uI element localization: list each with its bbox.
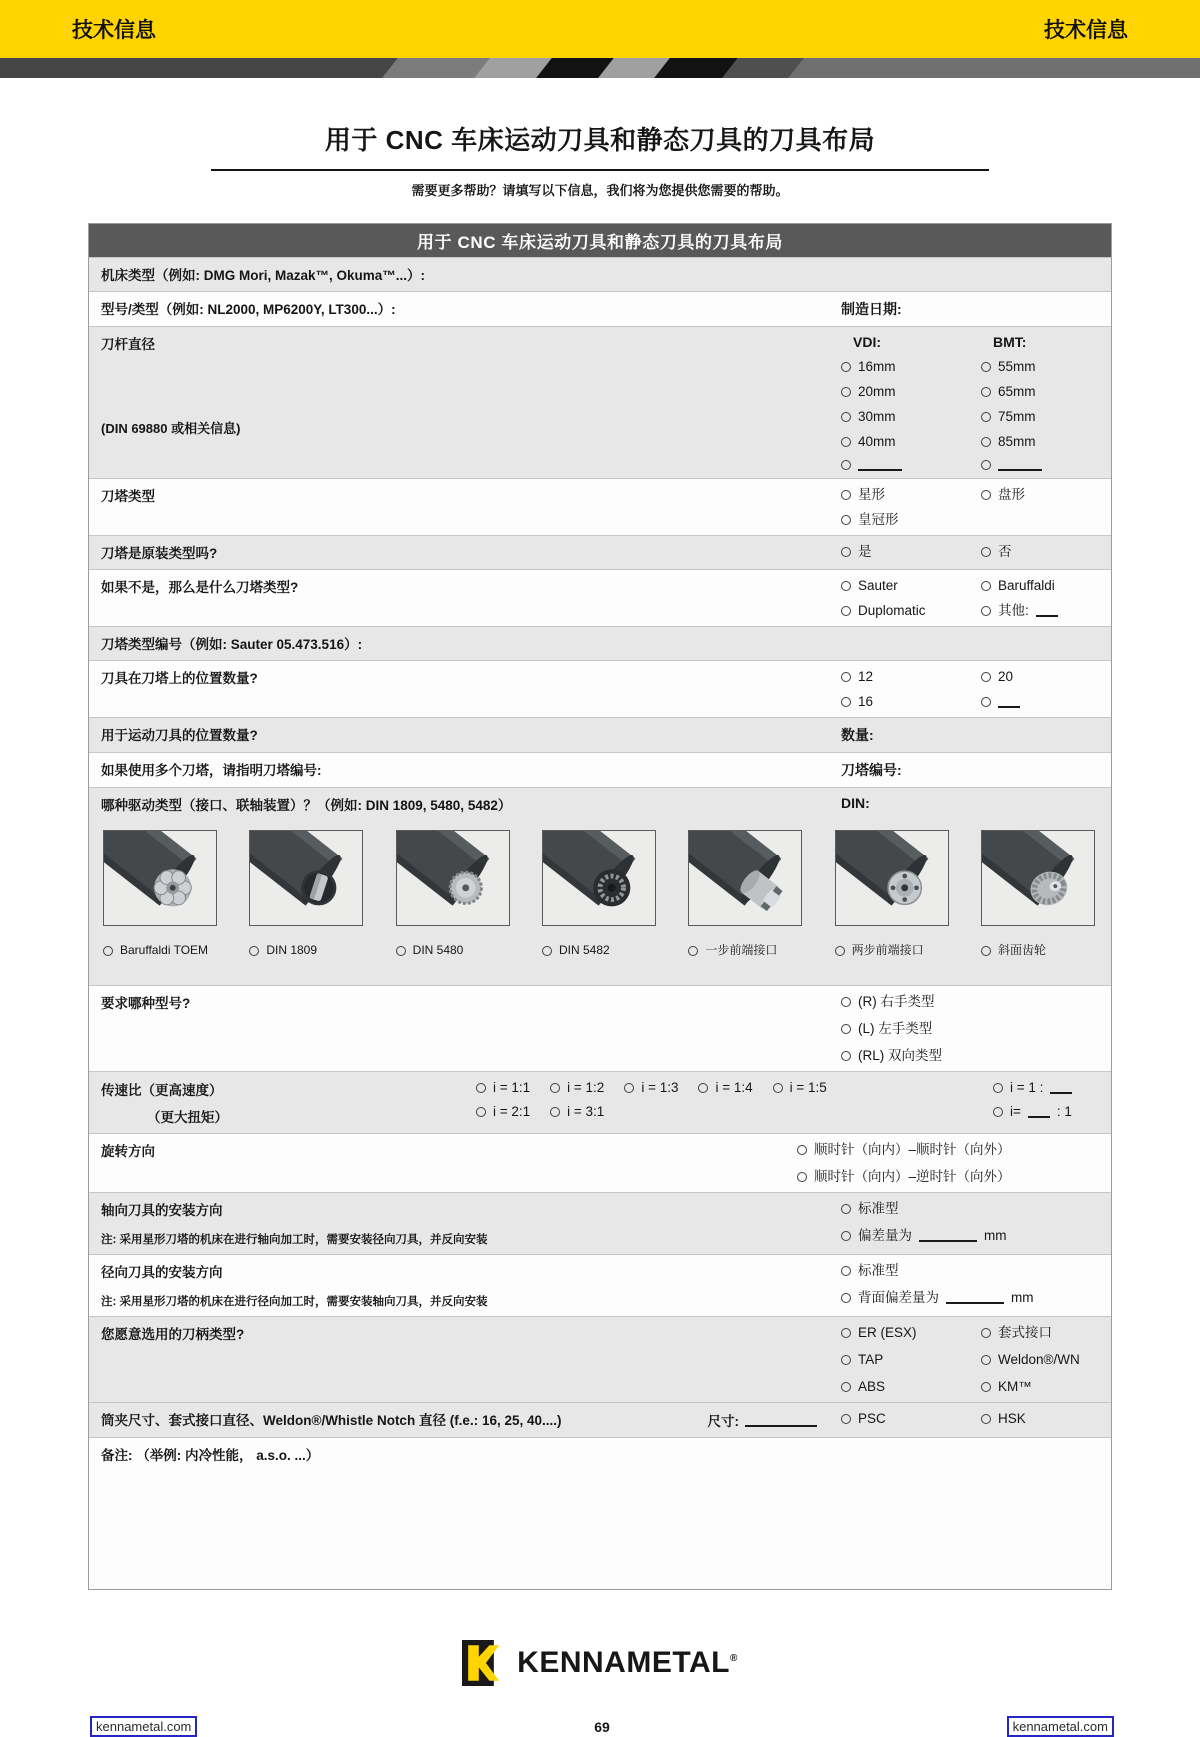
option-positions-12[interactable]: 12 (841, 668, 981, 685)
option-positions-20[interactable]: 20 (981, 668, 1097, 685)
radio-icon[interactable] (841, 1051, 851, 1061)
coupling-din-5482 (542, 830, 656, 957)
option-bmt-75mm[interactable]: 75mm (981, 408, 1097, 425)
footer-link-right[interactable]: kennametal.com (1007, 1716, 1114, 1737)
stripe-segment (722, 58, 804, 78)
option-left-hand[interactable]: (L) 左手类型 (841, 1020, 1097, 1037)
option-ratio-1-1[interactable]: i = 1:1 (476, 1079, 530, 1096)
axial-mounting-note: 注: 采用星形刀塔的机床在进行轴向加工时，需要安装径向刀具，并反向安装 (101, 1234, 488, 1246)
option-coupling-din-5480[interactable]: DIN 5480 (396, 944, 510, 957)
radio-icon[interactable] (981, 412, 991, 422)
kennametal-logo-icon (462, 1638, 508, 1688)
din-label: DIN: (841, 795, 870, 811)
radio-icon[interactable] (550, 1083, 560, 1093)
radio-icon[interactable] (249, 946, 259, 956)
option-positions-other[interactable] (981, 693, 1097, 710)
radio-icon[interactable] (841, 387, 851, 397)
option-radial-offset[interactable]: 背面偏差量为 mm (841, 1289, 1097, 1306)
form-header: 用于 CNC 车床运动刀具和静态刀具的刀具布局 (89, 224, 1111, 257)
radio-icon[interactable] (797, 1172, 807, 1182)
radio-icon[interactable] (835, 946, 845, 956)
option-ratio-1-3[interactable]: i = 1:3 (624, 1079, 678, 1096)
radio-icon[interactable] (841, 460, 851, 470)
radio-icon[interactable] (542, 946, 552, 956)
radio-icon[interactable] (797, 1145, 807, 1155)
bmt-header: BMT: (993, 334, 1027, 350)
radio-icon[interactable] (698, 1083, 708, 1093)
option-ratio-3-1[interactable]: i = 3:1 (550, 1103, 604, 1120)
blank-line[interactable] (1028, 1105, 1050, 1118)
footer-link-left[interactable]: kennametal.com (90, 1716, 197, 1737)
row-live-positions (89, 717, 1111, 752)
manufacture-date-label: 制造日期: (841, 301, 902, 317)
option-vdi-30mm[interactable]: 30mm (841, 408, 981, 425)
radio-icon[interactable] (841, 581, 851, 591)
row-rotation-direction (89, 1133, 1111, 1192)
rotation-direction-label: 旋转方向 (101, 1144, 155, 1159)
radio-icon[interactable] (476, 1107, 486, 1117)
radio-icon[interactable] (981, 606, 991, 616)
ratio-speed-label: 传速比（更高速度） (101, 1083, 223, 1098)
title-underline (211, 169, 989, 171)
quantity-label: 数量: (841, 727, 874, 743)
radio-icon[interactable] (981, 581, 991, 591)
radio-icon[interactable] (993, 1107, 1003, 1117)
option-coupling-one-step-front[interactable]: 一步前端接口 (688, 944, 802, 957)
blank-line[interactable] (998, 695, 1020, 708)
option-holder-weldon-wn[interactable]: Weldon®/WN (981, 1351, 1097, 1368)
banner-left-label: 技术信息 (72, 19, 156, 42)
radio-icon[interactable] (981, 1382, 991, 1392)
row-gear-ratio (89, 1071, 1111, 1133)
page-subtitle: 需要更多帮助？请填写以下信息，我们将为您提供您需要的帮助。 (411, 183, 789, 198)
blank-line[interactable] (858, 458, 902, 471)
radio-icon[interactable] (841, 1024, 851, 1034)
option-bmt-65mm[interactable]: 65mm (981, 383, 1097, 400)
collet-size-label: 筒夹尺寸、套式接口直径、Weldon®/Whistle Notch 直径 (f.e.: 16, 25, 40....) (101, 1413, 562, 1428)
turret-brand-label: 如果不是，那么是什么刀塔类型? (101, 580, 299, 595)
radio-icon[interactable] (841, 1293, 851, 1303)
row-drive-type (89, 787, 1111, 985)
radial-mounting-label: 径向刀具的安装方向 (101, 1265, 223, 1280)
blank-line[interactable] (998, 458, 1042, 471)
radio-icon[interactable] (624, 1083, 634, 1093)
radio-icon[interactable] (841, 1231, 851, 1241)
blank-line[interactable] (745, 1414, 817, 1427)
turret-type-label: 刀塔类型 (101, 489, 155, 504)
row-turret-original (89, 535, 1111, 569)
option-original-yes[interactable]: 是 (841, 543, 981, 560)
positions-count-label: 刀具在刀塔上的位置数量? (101, 671, 258, 686)
remarks-label: 备注: （举例: 内冷性能， a.s.o. ...） (101, 1448, 320, 1463)
option-holder-sleeve[interactable]: 套式接口 (981, 1324, 1097, 1341)
row-remarks (89, 1437, 1111, 1589)
radio-icon[interactable] (981, 1414, 991, 1424)
radio-icon[interactable] (841, 515, 851, 525)
option-turret-star[interactable]: 星形 (841, 486, 981, 503)
row-shank-diameter (89, 326, 1111, 478)
option-holder-km[interactable]: KM™ (981, 1378, 1097, 1395)
option-ratio-1-5[interactable]: i = 1:5 (773, 1079, 827, 1096)
radio-icon[interactable] (981, 1328, 991, 1338)
kennametal-logo (0, 1638, 1200, 1688)
option-holder-tap[interactable]: TAP (841, 1351, 981, 1368)
row-multi-turret (89, 752, 1111, 787)
live-positions-label: 用于运动刀具的位置数量? (101, 728, 258, 743)
radio-icon[interactable] (841, 362, 851, 372)
coupling-image-din-5482 (542, 830, 656, 926)
coupling-image-two-step-front (835, 830, 949, 926)
row-axial-mounting (89, 1192, 1111, 1254)
radio-icon[interactable] (841, 437, 851, 447)
coupling-gallery (101, 830, 1097, 963)
option-holder-psc[interactable]: PSC (841, 1410, 981, 1427)
option-coupling-din-1809[interactable]: DIN 1809 (249, 944, 363, 957)
coupling-image-baruffaldi-toem (103, 830, 217, 926)
radio-icon[interactable] (981, 1355, 991, 1365)
option-ratio-1-2[interactable]: i = 1:2 (550, 1079, 604, 1096)
radio-icon[interactable] (981, 672, 991, 682)
option-rotation-cw-ccw[interactable]: 顺时针（向内）–逆时针（向外） (797, 1168, 1097, 1185)
row-holder-type (89, 1316, 1111, 1402)
radio-icon[interactable] (476, 1083, 486, 1093)
coupling-din-5480 (396, 830, 510, 957)
row-positions-count (89, 660, 1111, 717)
option-bmt-55mm[interactable]: 55mm (981, 358, 1097, 375)
radio-icon[interactable] (841, 606, 851, 616)
option-ratio-custom-speed[interactable]: i = 1 : (993, 1079, 1097, 1096)
radio-icon[interactable] (981, 362, 991, 372)
radio-icon[interactable] (993, 1083, 1003, 1093)
radio-icon[interactable] (981, 697, 991, 707)
radio-icon[interactable] (396, 946, 406, 956)
option-axial-offset[interactable]: 偏差量为 mm (841, 1227, 1097, 1244)
option-coupling-baruffaldi-toem[interactable]: Baruffaldi TOEM (103, 944, 217, 957)
coupling-image-bevel-gear (981, 830, 1095, 926)
radio-icon[interactable] (841, 1382, 851, 1392)
radio-icon[interactable] (981, 547, 991, 557)
radio-icon[interactable] (688, 946, 698, 956)
row-turret-brand (89, 569, 1111, 626)
axial-mounting-label: 轴向刀具的安装方向 (101, 1203, 223, 1218)
option-bmt-85mm[interactable]: 85mm (981, 433, 1097, 450)
holder-type-label: 您愿意选用的刀柄类型? (101, 1327, 245, 1342)
radio-icon[interactable] (841, 697, 851, 707)
radio-icon[interactable] (841, 490, 851, 500)
radio-icon[interactable] (981, 946, 991, 956)
coupling-image-one-step-front (688, 830, 802, 926)
page-footer (0, 1638, 1200, 1737)
coupling-baruffaldi-toem (103, 830, 217, 957)
radio-icon[interactable] (841, 672, 851, 682)
radio-icon[interactable] (841, 412, 851, 422)
option-ratio-custom-torque[interactable]: i= : 1 (993, 1103, 1097, 1120)
shank-diameter-sublabel: (DIN 69880 或相关信息) (101, 421, 241, 436)
radio-icon[interactable] (981, 490, 991, 500)
option-brand-other[interactable]: 其他: (981, 602, 1097, 619)
turret-number-label: 刀塔编号: (841, 762, 902, 778)
option-holder-er-esx[interactable]: ER (ESX) (841, 1324, 981, 1341)
radio-icon[interactable] (773, 1083, 783, 1093)
radio-icon[interactable] (103, 946, 113, 956)
option-turret-disc[interactable]: 盘形 (981, 486, 1097, 503)
stripe-segment (0, 58, 398, 78)
option-holder-abs[interactable]: ABS (841, 1378, 981, 1395)
model-type-label: 型号/类型（例如: NL2000, MP6200Y, LT300...）: (101, 302, 396, 317)
banner-right-label: 技术信息 (1044, 19, 1128, 42)
option-coupling-bevel-gear[interactable]: 斜面齿轮 (981, 944, 1095, 957)
row-turret-model-no (89, 626, 1111, 660)
size-label: 尺寸: (707, 1414, 739, 1429)
page-title: 用于 CNC 车床运动刀具和静态刀具的刀具布局 (324, 125, 876, 155)
coupling-image-din-1809 (249, 830, 363, 926)
registered-mark: ® (729, 1653, 738, 1664)
option-axial-standard[interactable]: 标准型 (841, 1200, 1097, 1217)
blank-line[interactable] (919, 1229, 977, 1242)
radio-icon[interactable] (841, 1204, 851, 1214)
page-number: 69 (594, 1718, 610, 1735)
option-vdi-40mm[interactable]: 40mm (841, 433, 981, 450)
radio-icon[interactable] (550, 1107, 560, 1117)
radial-mounting-note: 注: 采用星形刀塔的机床在进行径向加工时，需要安装轴向刀具，并反向安装 (101, 1296, 488, 1308)
option-vdi-other[interactable] (841, 458, 981, 471)
decorative-stripe-bar (0, 58, 1200, 78)
radio-icon[interactable] (841, 547, 851, 557)
row-model-required (89, 985, 1111, 1071)
option-coupling-two-step-front[interactable]: 两步前端接口 (835, 944, 949, 957)
option-vdi-20mm[interactable]: 20mm (841, 383, 981, 400)
radio-icon[interactable] (841, 1414, 851, 1424)
machine-type-label: 机床类型（例如: DMG Mori, Mazak™, Okuma™...）: (101, 268, 426, 283)
option-brand-duplomatic[interactable]: Duplomatic (841, 602, 981, 619)
row-collet-size (89, 1402, 1111, 1437)
row-radial-mounting (89, 1254, 1111, 1316)
option-holder-hsk[interactable]: HSK (981, 1410, 1097, 1427)
option-original-no[interactable]: 否 (981, 543, 1097, 560)
option-bmt-other[interactable] (981, 458, 1097, 471)
radio-icon[interactable] (981, 437, 991, 447)
blank-line[interactable] (1036, 604, 1058, 617)
blank-line[interactable] (946, 1291, 1004, 1304)
vdi-header: VDI: (853, 334, 881, 350)
ratio-torque-label: （更大扭矩） (147, 1110, 228, 1125)
stripe-segment (382, 58, 490, 78)
coupling-two-step-front (835, 830, 949, 957)
multi-turret-label: 如果使用多个刀塔，请指明刀塔编号: (101, 763, 322, 778)
row-machine-type (89, 257, 1111, 291)
turret-original-label: 刀塔是原装类型吗? (101, 546, 218, 561)
row-turret-type (89, 478, 1111, 535)
model-required-label: 要求哪种型号? (101, 996, 191, 1011)
tool-layout-form (88, 223, 1112, 1590)
option-brand-baruffaldi[interactable]: Baruffaldi (981, 577, 1097, 594)
coupling-din-1809 (249, 830, 363, 957)
radio-icon[interactable] (841, 1266, 851, 1276)
radio-icon[interactable] (841, 1355, 851, 1365)
option-ratio-2-1[interactable]: i = 2:1 (476, 1103, 530, 1120)
drive-type-label: 哪种驱动类型（接口、联轴装置）？（例如: DIN 1809, 5480, 5482） (101, 798, 512, 813)
shank-diameter-label: 刀杆直径 (101, 337, 155, 352)
option-both-hand[interactable]: (RL) 双向类型 (841, 1047, 1097, 1064)
brand-wordmark: KENNAMETAL® (517, 1646, 738, 1679)
option-ratio-1-4[interactable]: i = 1:4 (698, 1079, 752, 1096)
row-model-type (89, 291, 1111, 326)
top-banner (0, 0, 1200, 58)
coupling-bevel-gear (981, 830, 1095, 957)
option-turret-crown[interactable]: 皇冠形 (841, 511, 981, 528)
option-right-hand[interactable]: (R) 右手类型 (841, 993, 1097, 1010)
option-coupling-din-5482[interactable]: DIN 5482 (542, 944, 656, 957)
radio-icon[interactable] (981, 460, 991, 470)
option-radial-standard[interactable]: 标准型 (841, 1262, 1097, 1279)
radio-icon[interactable] (981, 387, 991, 397)
option-vdi-16mm[interactable]: 16mm (841, 358, 981, 375)
blank-line[interactable] (1050, 1081, 1072, 1094)
option-brand-sauter[interactable]: Sauter (841, 577, 981, 594)
option-rotation-cw-cw[interactable]: 顺时针（向内）–顺时针（向外） (797, 1141, 1097, 1158)
turret-model-no-label: 刀塔类型编号（例如: Sauter 05.473.516）: (101, 637, 363, 652)
coupling-one-step-front (688, 830, 802, 957)
radio-icon[interactable] (841, 1328, 851, 1338)
radio-icon[interactable] (841, 997, 851, 1007)
option-positions-16[interactable]: 16 (841, 693, 981, 710)
coupling-image-din-5480 (396, 830, 510, 926)
